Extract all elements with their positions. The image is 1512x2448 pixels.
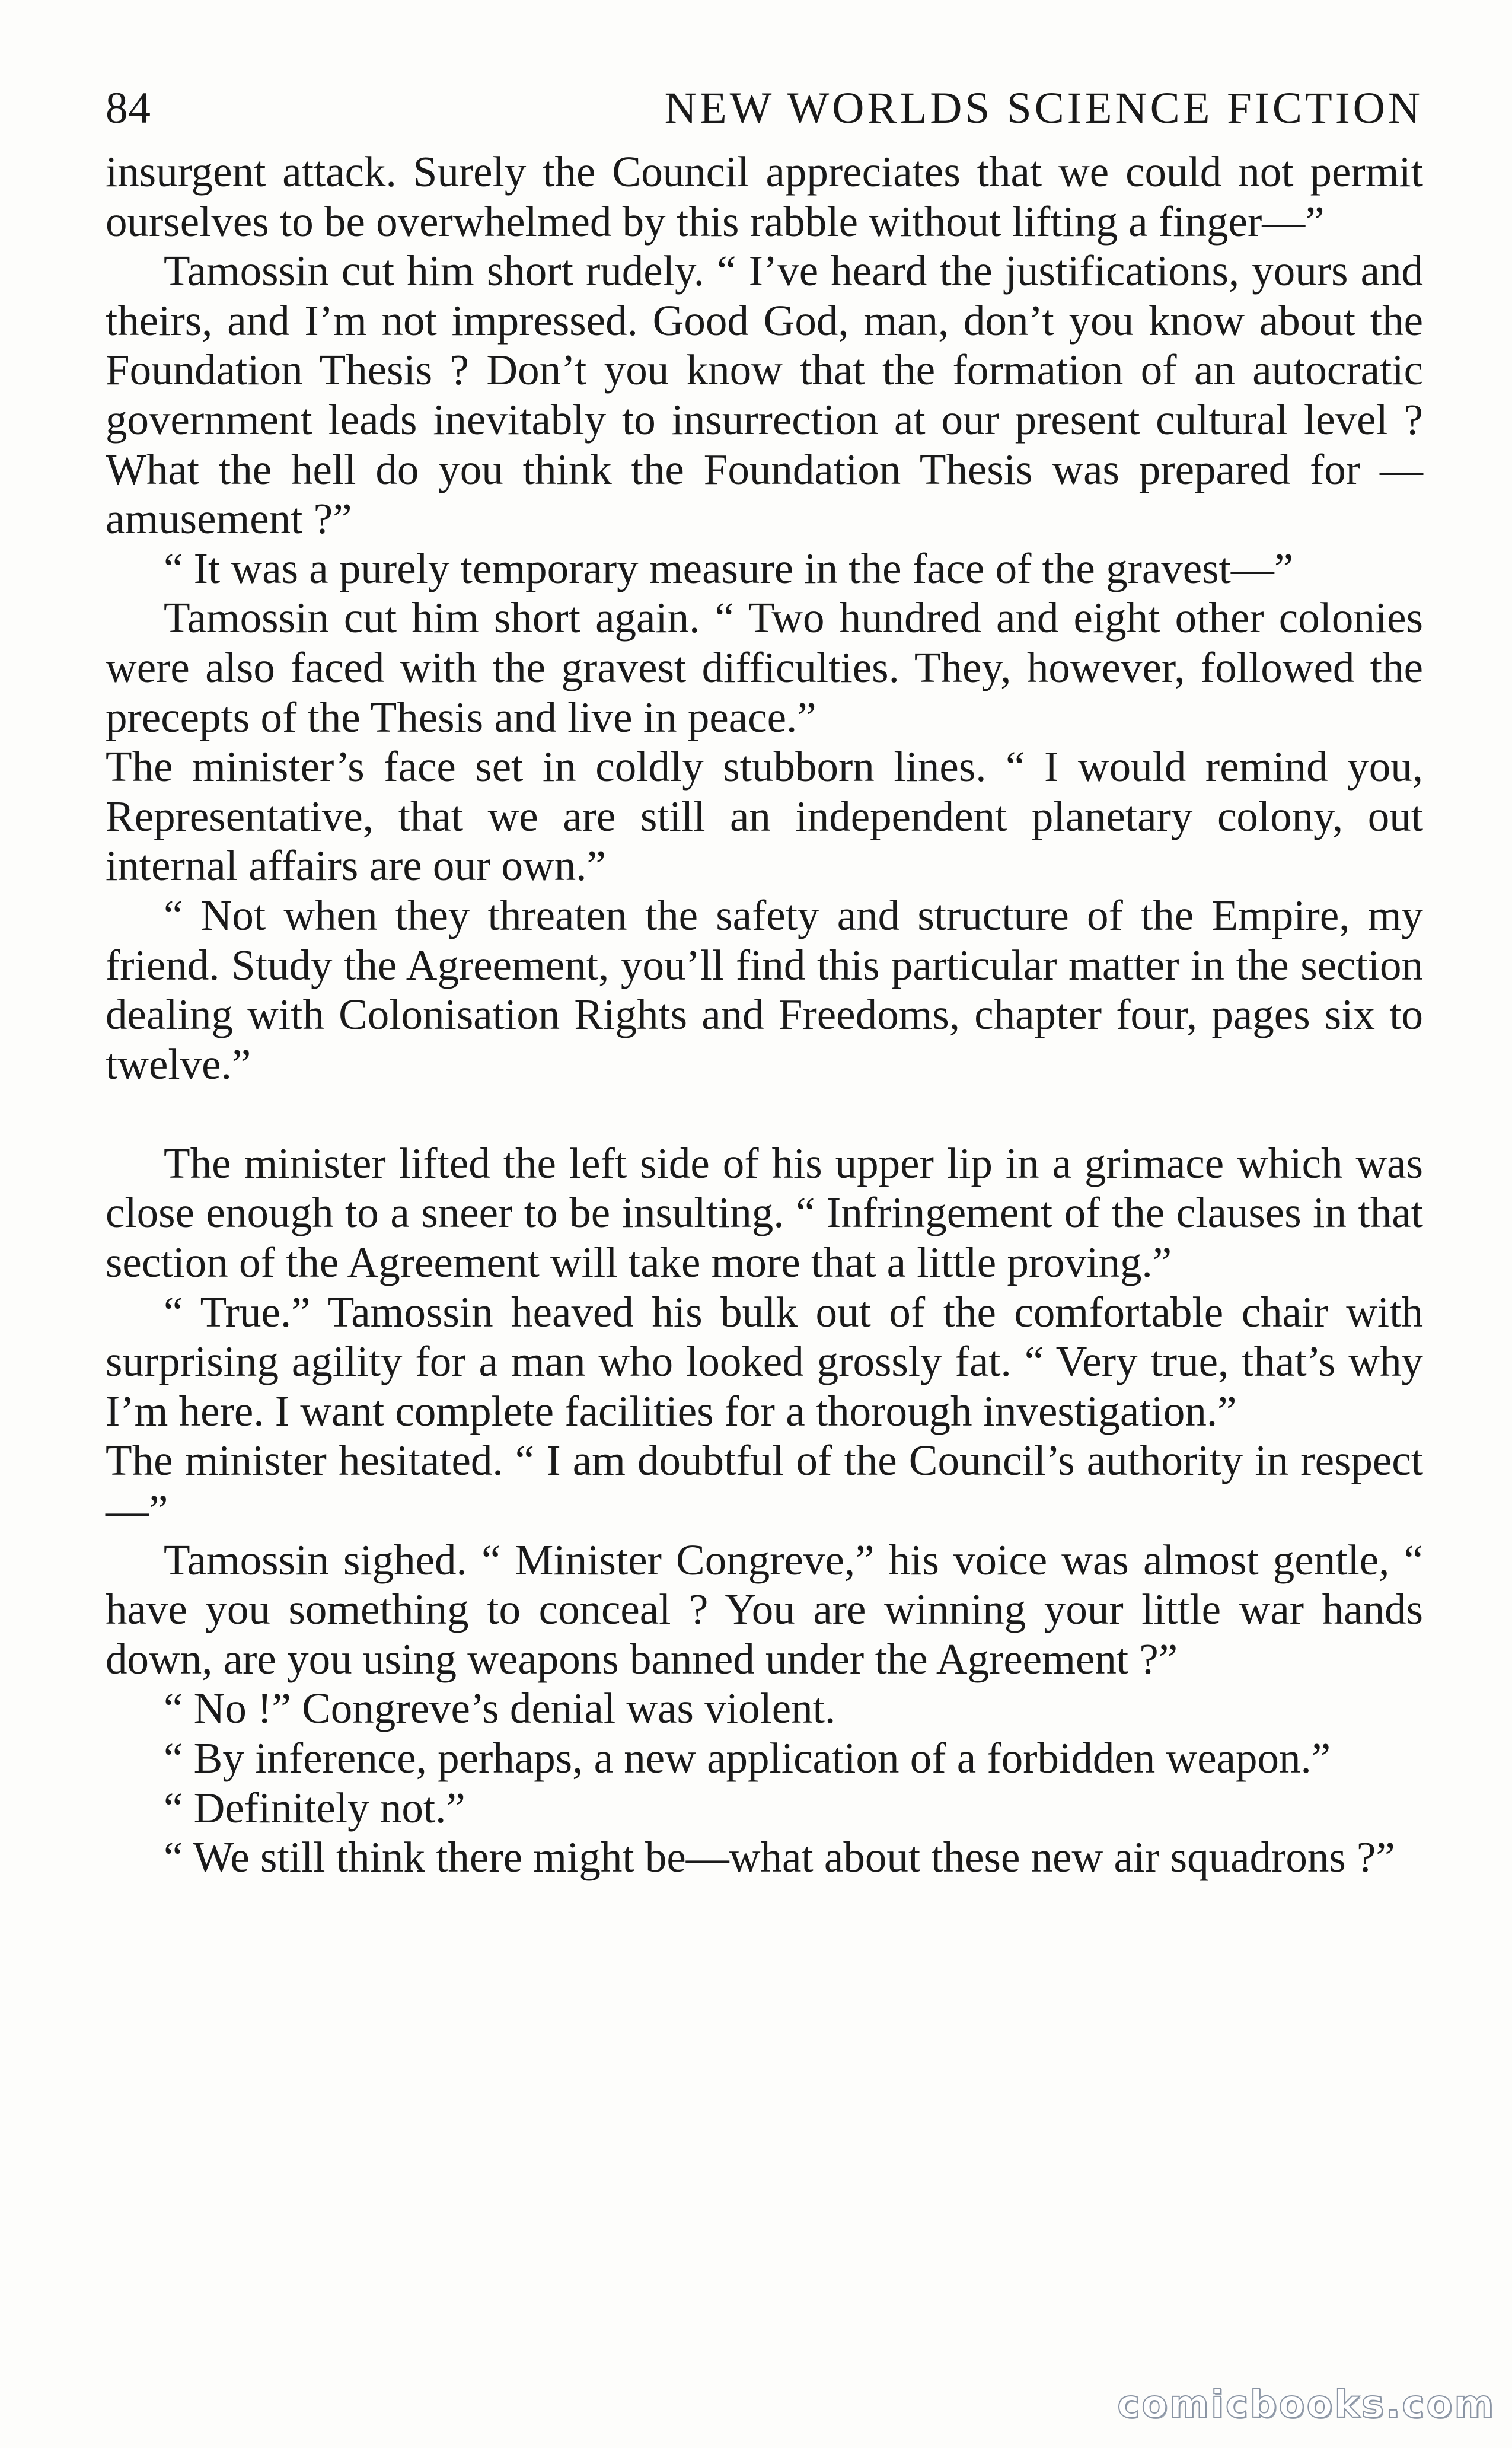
site-watermark: comicbooks.com bbox=[1117, 2383, 1495, 2427]
paragraph: The minister hesitated. “ I am doubtful of the Council’s authority in respect—” bbox=[106, 1436, 1423, 1535]
section-break bbox=[106, 1089, 1423, 1139]
paragraph: “ Not when they threaten the safety and structure of the Empire, my friend. Study the Agreement, you’ll find this particular matter in the section dealing with Colonisation Rights and Freedoms, chapter four, pages six to twelve.” bbox=[106, 891, 1423, 1088]
paragraph: The minister’s face set in coldly stubborn lines. “ I would remind you, Representative, that we are still an independent planetary colony, out internal affairs are our own.” bbox=[106, 742, 1423, 890]
paragraph: “ Definitely not.” bbox=[164, 1783, 465, 1832]
magazine-title: NEW WORLDS SCIENCE FICTION bbox=[664, 84, 1423, 133]
paragraph: “ No !” Congreve’s denial was violent. bbox=[164, 1684, 836, 1733]
book-page bbox=[106, 76, 1423, 1882]
page-number: 84 bbox=[106, 84, 151, 133]
paragraph: “ By inference, perhaps, a new application of a forbidden weapon.” bbox=[164, 1734, 1331, 1782]
paragraph: “ It was a purely temporary measure in the face of the gravest—” bbox=[164, 544, 1294, 592]
paragraph: “ We still think there might be—what about these new air squadrons ?” bbox=[164, 1833, 1395, 1882]
paragraph: Tamossin sighed. “ Minister Congreve,” his voice was almost gentle, “ have you something to conceal ? You are winning your little war hands down, are you using weapons banned under the Agreement ?” bbox=[106, 1535, 1423, 1683]
paragraph: “ True.” Tamossin heaved his bulk out of the comfortable chair with surprising agility for a man who looked grossly fat. “ Very true, that’s why I’m here. I want complete facilities for a thorough investigation.” bbox=[106, 1287, 1423, 1435]
paragraph: Tamossin cut him short again. “ Two hundred and eight other colonies were also faced with the gravest difficulties. They, however, followed the precepts of the Thesis and live in peace.” bbox=[106, 594, 1423, 741]
paragraph: Tamossin cut him short rudely. “ I’ve heard the justifications, yours and theirs, and I’m not impressed. Good God, man, don’t you know about the Foundation Thesis ? Don’t you know that the formation of an autocratic government leads inevitably to insurrection at our present cultural level ? What the hell do you think the Foundation Thesis was prepared for —amusement ?” bbox=[106, 247, 1423, 543]
paragraph: The minister lifted the left side of his upper lip in a grimace which was close enough to a sneer to be insulting. “ Infringement of the clauses in that section of the Agreement will take more that a little proving.” bbox=[106, 1139, 1423, 1287]
story-text bbox=[106, 147, 1423, 1882]
paragraph: insurgent attack. Surely the Council appreciates that we could not permit ourselves to be overwhelmed by this rabble without lifting a finger—” bbox=[106, 148, 1423, 246]
running-head bbox=[106, 76, 1423, 141]
